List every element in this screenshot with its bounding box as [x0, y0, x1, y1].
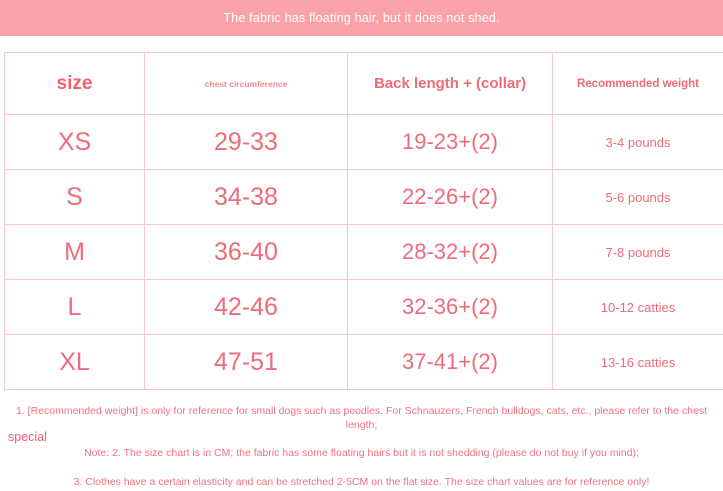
note-line-2: Note: 2. The size chart is in CM; the fabric has some floating hairs but it is not shedding (please do not buy if you mind);	[84, 447, 639, 460]
cell-size: S	[5, 170, 145, 225]
cell-back: 28-32+(2)	[348, 225, 553, 280]
header-weight: Recommended weight	[553, 53, 723, 115]
cell-chest: 47-51	[145, 335, 348, 390]
table-row	[5, 115, 723, 170]
cell-chest: 29-33	[145, 115, 348, 170]
table-row	[5, 170, 723, 225]
cell-weight: 7-8 pounds	[553, 225, 723, 280]
table-body	[5, 115, 723, 390]
notes-section	[0, 404, 723, 489]
header-size: size	[5, 53, 145, 115]
cell-weight: 10-12 catties	[553, 280, 723, 335]
cell-size: XS	[5, 115, 145, 170]
cell-chest: 36-40	[145, 225, 348, 280]
banner-text: The fabric has floating hair, but it does not shed.	[223, 11, 500, 25]
cell-size: L	[5, 280, 145, 335]
special-label: special	[8, 430, 47, 444]
table-row	[5, 335, 723, 390]
table-header-row	[5, 53, 723, 115]
cell-size: M	[5, 225, 145, 280]
header-back: Back length + (collar)	[348, 53, 553, 115]
table-header	[5, 53, 723, 115]
cell-weight: 3-4 pounds	[553, 115, 723, 170]
note-line-3: 3. Clothes have a certain elasticity and can be stretched 2-5CM on the flat size. The size chart values are for reference only!	[73, 475, 650, 488]
cell-back: 22-26+(2)	[348, 170, 553, 225]
cell-back: 19-23+(2)	[348, 115, 553, 170]
size-table-container	[0, 52, 723, 390]
cell-weight: 13-16 catties	[553, 335, 723, 390]
cell-size: XL	[5, 335, 145, 390]
table-row	[5, 280, 723, 335]
note-line-1: 1. [Recommended weight] is only for reference for small dogs such as poodles. For Schnauzers, French bulldogs, cats, etc., please refer to the chest length;	[15, 405, 707, 432]
table-row	[5, 225, 723, 280]
cell-chest: 34-38	[145, 170, 348, 225]
top-banner	[0, 0, 723, 36]
cell-chest: 42-46	[145, 280, 348, 335]
size-table	[4, 52, 723, 390]
cell-weight: 5-6 pounds	[553, 170, 723, 225]
cell-back: 37-41+(2)	[348, 335, 553, 390]
header-chest: chest circumference	[145, 53, 348, 115]
cell-back: 32-36+(2)	[348, 280, 553, 335]
